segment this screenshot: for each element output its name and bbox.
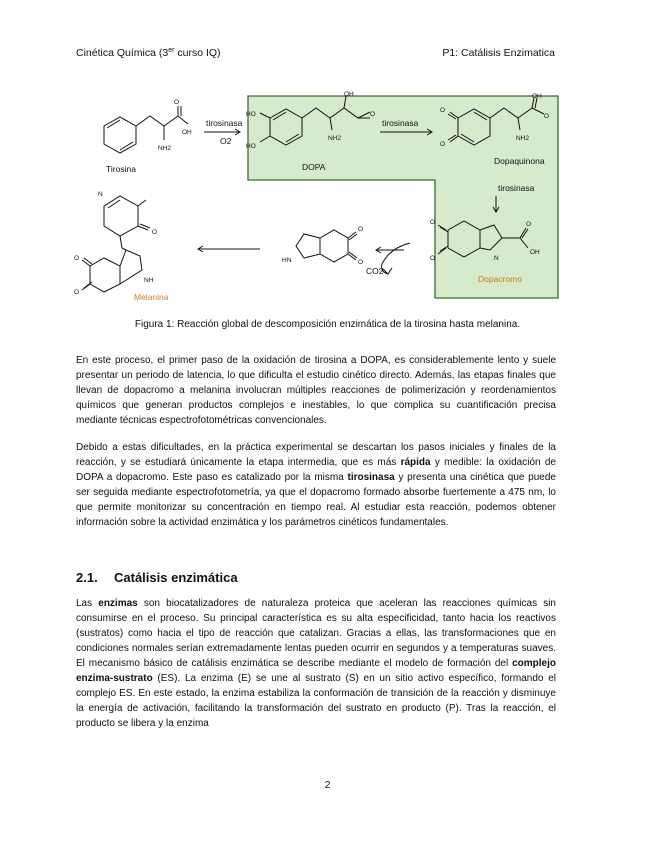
figure-caption: Figura 1: Reacción global de descomposición enzimática de la tirosina hasta melanina. <box>134 319 521 330</box>
atom-label: NH2 <box>158 145 172 152</box>
atom-label: OH <box>344 91 354 98</box>
atom-label: HO <box>246 143 256 150</box>
label-dopaquinona: Dopaquinona <box>494 156 545 166</box>
paragraph-enzymes: Las enzimas son biocatalizadores de naturaleza proteica que aceleran las reacciones químicas sin consumirse en el proceso. Su principal característica es su alta especificidad, tanto hacia los reactivos (sustratos) como hacia el tipo de reacción que catalizan. Gracias a ellas, las transformaciones que en condiciones normales serían extremadamente lentas pueden ocurrir en segundos y a temperaturas suaves. El mecanismo básico de catálisis enzimática se describe mediante el modelo de formación del complejo enzima-sustrato (ES). La enzima (E) se une al sustrato (S) en un sitio activo específico, formando el complejo ES. En este estado, la enzima estabiliza la conformación de transición de la reacción y disminuye la energía de activación, facilitando la transformación del sustrato en producto (P). Tras la reacción, el producto se libera y la enzima <box>76 598 556 729</box>
atom-label: O <box>440 141 446 148</box>
atom-label: O <box>526 221 532 228</box>
atom-label: O <box>358 259 364 266</box>
label-co2: CO2 <box>366 266 384 276</box>
atom-label: O <box>152 229 158 236</box>
atom-label: O <box>74 289 80 296</box>
tirosina-ring <box>104 117 136 153</box>
label-melanina: Melanina <box>134 292 169 302</box>
label-dopacromo: Dopacromo <box>478 274 522 284</box>
atom-label: O <box>358 226 364 233</box>
atom-label: O <box>174 99 180 106</box>
label-arrow1-enzyme: tirosinasa <box>206 118 243 128</box>
atom-label: HO <box>246 111 256 118</box>
atom-label: O <box>430 219 436 226</box>
indolquinona-ring <box>320 230 348 262</box>
running-header-left: Cinética Química (3er curso IQ) <box>76 47 221 59</box>
atom-label: N <box>98 191 103 198</box>
label-tirosina: Tirosina <box>106 164 136 174</box>
label-arrow1-oxygen: O2 <box>220 136 232 146</box>
atom-label: OH <box>182 129 192 136</box>
atom-label: OH <box>532 93 542 100</box>
atom-label: NH <box>144 277 154 284</box>
atom-label: OH <box>530 249 540 256</box>
atom-label: NH2 <box>328 135 342 142</box>
atom-label: O <box>440 107 446 114</box>
label-dopa: DOPA <box>302 162 326 172</box>
label-arrow2-enzyme: tirosinasa <box>382 118 419 128</box>
atom-label: O <box>74 255 80 262</box>
atom-label: HN <box>282 257 292 264</box>
melanina-upper-ring <box>104 196 138 236</box>
atom-label: NH2 <box>516 135 530 142</box>
atom-label: O <box>430 255 436 262</box>
section-heading: 2.1. Catálisis enzimática <box>76 570 238 585</box>
melanina-lower-ring <box>90 258 120 292</box>
page-number: 2 <box>324 779 331 791</box>
label-arrow3-enzyme: tirosinasa <box>498 183 535 193</box>
atom-label: O <box>544 113 550 120</box>
atom-label: O <box>370 111 376 118</box>
paragraph-intro: En este proceso, el primer paso de la oxidación de tirosina a DOPA, es considerablemente lento y suele presentar un periodo de latencia, lo que dificulta el estudio cinético directo. Además, las etapas finales que llevan de dopacromo a melanina involucran múltiples reacciones de polimerización y reordenamientos químicos que generan productos complejos e inestables, lo que complica su cuantificación precisa mediante técnicas espectrofotométricas convencionales. <box>76 355 556 426</box>
atom-label: N <box>494 255 499 262</box>
reaction-scheme-figure <box>70 88 570 308</box>
paragraph-difficulties: Debido a estas dificultades, en la práctica experimental se descartan los pasos iniciales y finales de la reacción, y se estudiará únicamente la etapa intermedia, que es más rápida y medible: la oxidación de DOPA a dopacromo. Este paso es catalizado por la misma tirosinasa y presenta una cinética que puede ser seguida mediante espectrofotometría, ya que el dopacromo formado absorbe fuertemente a 475 nm, lo que permite monitorizar su concentración en tiempo real. Al estudiar esta reacción, podemos obtener información sobre la actividad enzimática y los parámetros cinéticos fundamentales. <box>76 442 556 528</box>
running-header-right: P1: Catálisis Enzimatica <box>442 47 555 59</box>
